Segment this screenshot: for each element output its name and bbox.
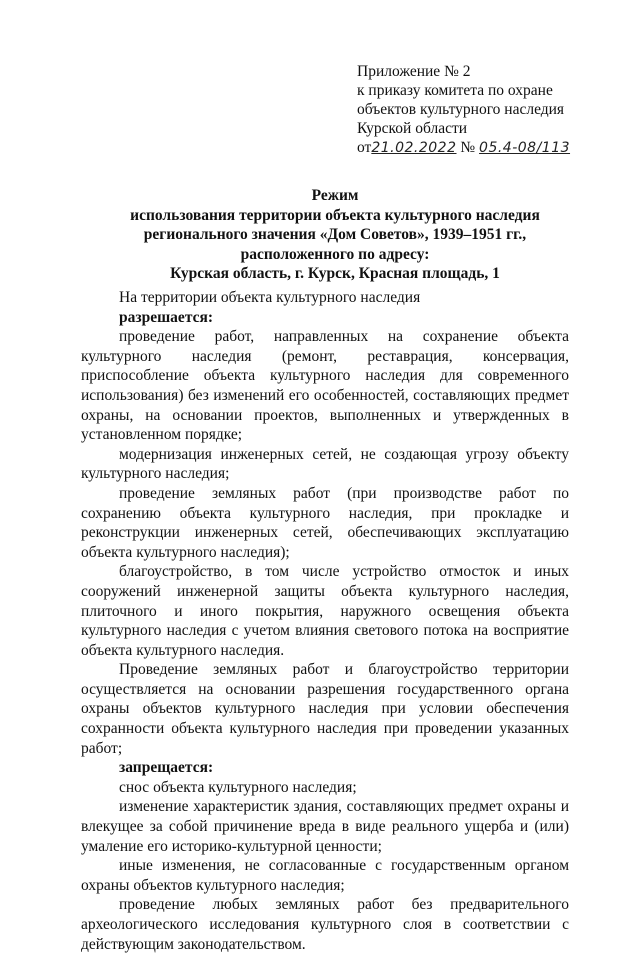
handwritten-number: 05.4-08/113	[479, 140, 571, 156]
document-heading	[90, 186, 580, 284]
date-prefix: от	[357, 139, 372, 156]
forbidden-item: изменение характеристик здания, составляющих предмет охраны и влекущее за собой причинение вреда в виде реального ущерба и (или) умаление его историко-культурной ценности;	[81, 798, 569, 855]
appendix-line-3: объектов культурного наследия	[357, 101, 565, 118]
heading-line-2: использования территории объекта культурного наследия	[130, 206, 540, 224]
heading-line-1: Режим	[311, 187, 359, 204]
appendix-line-1: Приложение № 2	[357, 63, 471, 80]
forbidden-item: иные изменения, не согласованные с государственным органом охраны объектов культурного наследия;	[81, 857, 569, 894]
allowed-item: проведение работ, направленных на сохранение объекта культурного наследия (ремонт, реставрация, консервация, приспособление объекта культурного наследия для современного использования) без изменений его особенностей, составляющих предмет охраны, на основании проектов, выполненных и утвержденных в установленном порядке;	[81, 328, 569, 444]
appendix-block	[357, 62, 617, 158]
number-prefix: №	[460, 139, 476, 156]
handwritten-date: 21.02.2022	[371, 140, 457, 156]
allowed-label: разрешается:	[119, 308, 214, 326]
allowed-item: проведение земляных работ (при производстве работ по сохранению объекта культурного наследия, при прокладке и реконструкции инженерных сетей, обеспечивающих эксплуатацию объекта культурного наследия);	[81, 484, 569, 561]
heading-line-3: регионального значения «Дом Советов», 1939–1951 гг.,	[143, 226, 527, 243]
allowed-item: благоустройство, в том числе устройство отмосток и иных сооружений инженерной защиты объекта культурного наследия, плиточного и иного покрытия, наружного освещения объекта культурного наследия с учетом влияния светового потока на восприятие объекта культурного наследия.	[81, 563, 569, 659]
document-body	[81, 288, 569, 954]
appendix-date-line	[357, 138, 617, 158]
heading-line-5: Курская область, г. Курск, Красная площадь, 1	[170, 265, 500, 282]
forbidden-item: проведение любых земляных работ без предварительного археологического исследования культурного слоя в соответствии с действующим законодательством.	[81, 896, 569, 953]
intro-paragraph: На территории объекта культурного наследия	[119, 289, 421, 306]
forbidden-item: снос объекта культурного наследия;	[119, 778, 357, 796]
allowed-item: Проведение земляных работ и благоустройство территории осуществляется на основании разрешения государственного органа охраны объектов культурного наследия при условии обеспечения сохранности объекта культурного наследия при проведении указанных работ;	[81, 661, 569, 757]
forbidden-label: запрещается:	[119, 759, 214, 777]
appendix-line-2: к приказу комитета по охране	[357, 82, 553, 99]
heading-line-4: расположенного по адресу:	[240, 245, 430, 263]
allowed-item: модернизация инженерных сетей, не создающая угрозу объекту культурного наследия;	[81, 445, 569, 483]
appendix-line-4: Курской области	[357, 120, 468, 137]
